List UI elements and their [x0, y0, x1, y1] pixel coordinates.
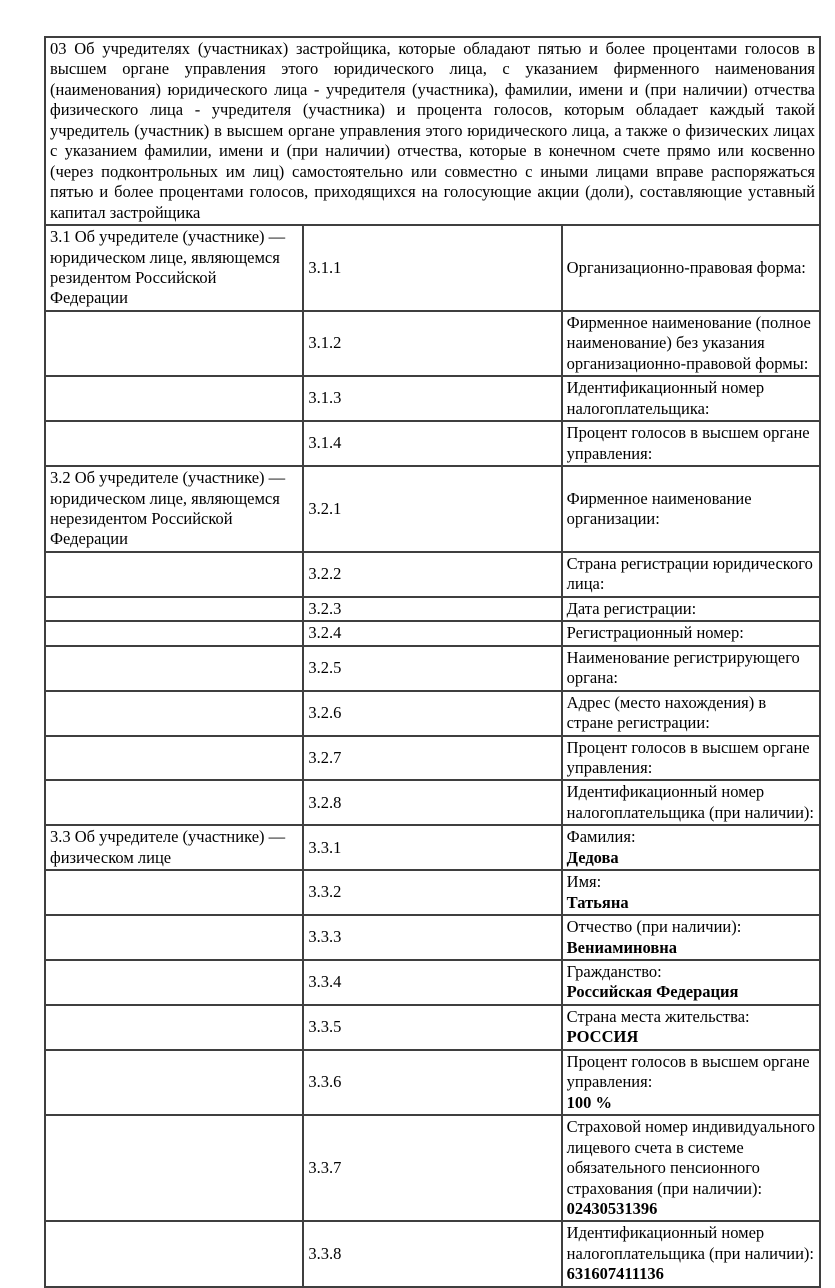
section-label-cell	[45, 691, 303, 736]
field-value: 631607411136	[566, 1264, 664, 1284]
table-row	[45, 870, 820, 915]
field-cell	[562, 691, 820, 736]
section-label-cell: 3.2 Об учредителе (участнике) — юридическом лице, являющемся нерезидентом Российской Федерации	[45, 466, 303, 552]
field-label: Организационно-правовая форма:	[566, 257, 806, 277]
section-label-cell: 3.3 Об учредителе (участнике) — физическом лице	[45, 825, 303, 870]
section-label-cell	[45, 621, 303, 645]
item-code-cell: 3.3.3	[303, 915, 561, 960]
section-label-cell	[45, 552, 303, 597]
section-label-cell	[45, 1221, 303, 1286]
field-cell	[562, 466, 820, 552]
item-code-cell: 3.2.8	[303, 780, 561, 825]
field-label: Страна регистрации юридического лица:	[566, 553, 813, 594]
item-code-cell: 3.1.2	[303, 311, 561, 376]
item-code-cell: 3.2.3	[303, 597, 561, 621]
field-label: Фирменное наименование (полное наименование) без указания организационно-правовой формы:	[566, 312, 811, 373]
table-row	[45, 1005, 820, 1050]
item-code-cell: 3.3.6	[303, 1050, 561, 1115]
item-code-cell: 3.2.5	[303, 646, 561, 691]
field-cell	[562, 780, 820, 825]
table-row	[45, 646, 820, 691]
field-value: Российская Федерация	[566, 982, 739, 1002]
field-cell	[562, 1005, 820, 1050]
field-label: Страховой номер индивидуального лицевого счета в системе обязательного пенсионного страхования (при наличии):	[566, 1117, 815, 1198]
table-row	[45, 311, 820, 376]
field-cell	[562, 1115, 820, 1221]
field-cell	[562, 870, 820, 915]
section-label-cell	[45, 915, 303, 960]
section-label-cell	[45, 960, 303, 1005]
section-label-cell	[45, 646, 303, 691]
item-code-cell: 3.3.4	[303, 960, 561, 1005]
field-label: Фирменное наименование организации:	[566, 488, 752, 528]
section-label-cell	[45, 597, 303, 621]
field-cell	[562, 646, 820, 691]
section-label-cell	[45, 870, 303, 915]
table-row	[45, 1115, 820, 1221]
item-code-cell: 3.2.2	[303, 552, 561, 597]
field-label: Наименование регистрирующего органа:	[566, 647, 800, 688]
field-cell	[562, 376, 820, 421]
field-value: Дедова	[566, 847, 619, 867]
item-code-cell: 3.1.4	[303, 421, 561, 466]
table-row	[45, 552, 820, 597]
field-label: Гражданство:	[566, 962, 662, 982]
item-code-cell: 3.3.7	[303, 1115, 561, 1221]
field-value: Вениаминовна	[566, 937, 678, 957]
field-value: 02430531396	[566, 1199, 658, 1219]
field-cell	[562, 1221, 820, 1286]
field-value: Татьяна	[566, 892, 629, 912]
founders-declaration-table	[44, 36, 821, 1288]
section-label-cell	[45, 311, 303, 376]
table-row	[45, 621, 820, 645]
section-label-cell	[45, 376, 303, 421]
field-label: Дата регистрации:	[566, 598, 697, 618]
field-cell	[562, 421, 820, 466]
table-row	[45, 466, 820, 552]
field-cell	[562, 311, 820, 376]
table-row	[45, 597, 820, 621]
field-label: Идентификационный номер налогоплательщика (при наличии):	[566, 1223, 814, 1263]
field-label: Процент голосов в высшем органе управления:	[566, 423, 810, 463]
item-code-cell: 3.2.6	[303, 691, 561, 736]
item-code-cell: 3.1.1	[303, 225, 561, 311]
field-label: Страна места жительства:	[566, 1006, 750, 1026]
field-cell	[562, 736, 820, 781]
field-cell	[562, 552, 820, 597]
section-label-cell	[45, 1050, 303, 1115]
table-row	[45, 736, 820, 781]
section-label-cell	[45, 421, 303, 466]
section-label-cell	[45, 1115, 303, 1221]
field-cell	[562, 825, 820, 870]
field-cell	[562, 1050, 820, 1115]
section-label-cell	[45, 736, 303, 781]
item-code-cell: 3.2.1	[303, 466, 561, 552]
field-cell	[562, 915, 820, 960]
field-cell	[562, 225, 820, 311]
field-label: Имя:	[566, 872, 602, 892]
item-code-cell: 3.2.7	[303, 736, 561, 781]
section-label-cell: 3.1 Об учредителе (участнике) — юридическом лице, являющемся резидентом Российской Федерации	[45, 225, 303, 311]
field-label: Процент голосов в высшем органе управления:	[566, 1051, 810, 1092]
field-cell	[562, 597, 820, 621]
table-row	[45, 691, 820, 736]
item-code-cell: 3.3.1	[303, 825, 561, 870]
field-label: Адрес (место нахождения) в стране регистрации:	[566, 692, 767, 733]
founders-table-body	[45, 37, 820, 1287]
table-row	[45, 376, 820, 421]
item-code-cell: 3.1.3	[303, 376, 561, 421]
field-label: Регистрационный номер:	[566, 623, 744, 643]
field-cell	[562, 960, 820, 1005]
table-row	[45, 825, 820, 870]
section-label-cell	[45, 1005, 303, 1050]
field-value: РОССИЯ	[566, 1027, 639, 1047]
section-header-row	[45, 37, 820, 225]
table-row	[45, 1050, 820, 1115]
item-code-cell: 3.3.2	[303, 870, 561, 915]
item-code-cell: 3.3.5	[303, 1005, 561, 1050]
table-row	[45, 421, 820, 466]
field-label: Фамилия:	[566, 827, 636, 847]
field-label: Идентификационный номер налогоплательщика (при наличии):	[566, 782, 814, 822]
field-cell	[562, 621, 820, 645]
field-value: 100 %	[566, 1092, 613, 1112]
item-code-cell: 3.3.8	[303, 1221, 561, 1286]
section-label-cell	[45, 780, 303, 825]
field-label: Отчество (при наличии):	[566, 917, 742, 937]
table-row	[45, 1221, 820, 1286]
field-label: Идентификационный номер налогоплательщика:	[566, 378, 765, 418]
section-header-text: 03 Об учредителях (участниках) застройщика, которые обладают пятью и более процентами голосов в высшем органе управления этого юридического лица, с указанием фирменного наименования (наименования) юридического лица - учредителя (участника), фамилии, имени и (при наличии) отчества физического лица - учредителя (участника) и процента голосов, которым обладает каждый такой учредитель (участник) в высшем органе управления этого юридического лица, а также о физических лицах с указанием фамилии, имени и (при наличии) отчества, которые в конечном счете прямо или косвенно (через подконтрольных им лиц) самостоятельно или совместно с иными лицами вправе распоряжаться пятью и более процентами голосов, приходящихся на голосующие акции (доли), составляющие уставный капитал застройщика	[45, 37, 820, 225]
table-row	[45, 960, 820, 1005]
field-label: Процент голосов в высшем органе управления:	[566, 737, 810, 777]
table-row	[45, 225, 820, 311]
item-code-cell: 3.2.4	[303, 621, 561, 645]
table-row	[45, 780, 820, 825]
table-row	[45, 915, 820, 960]
